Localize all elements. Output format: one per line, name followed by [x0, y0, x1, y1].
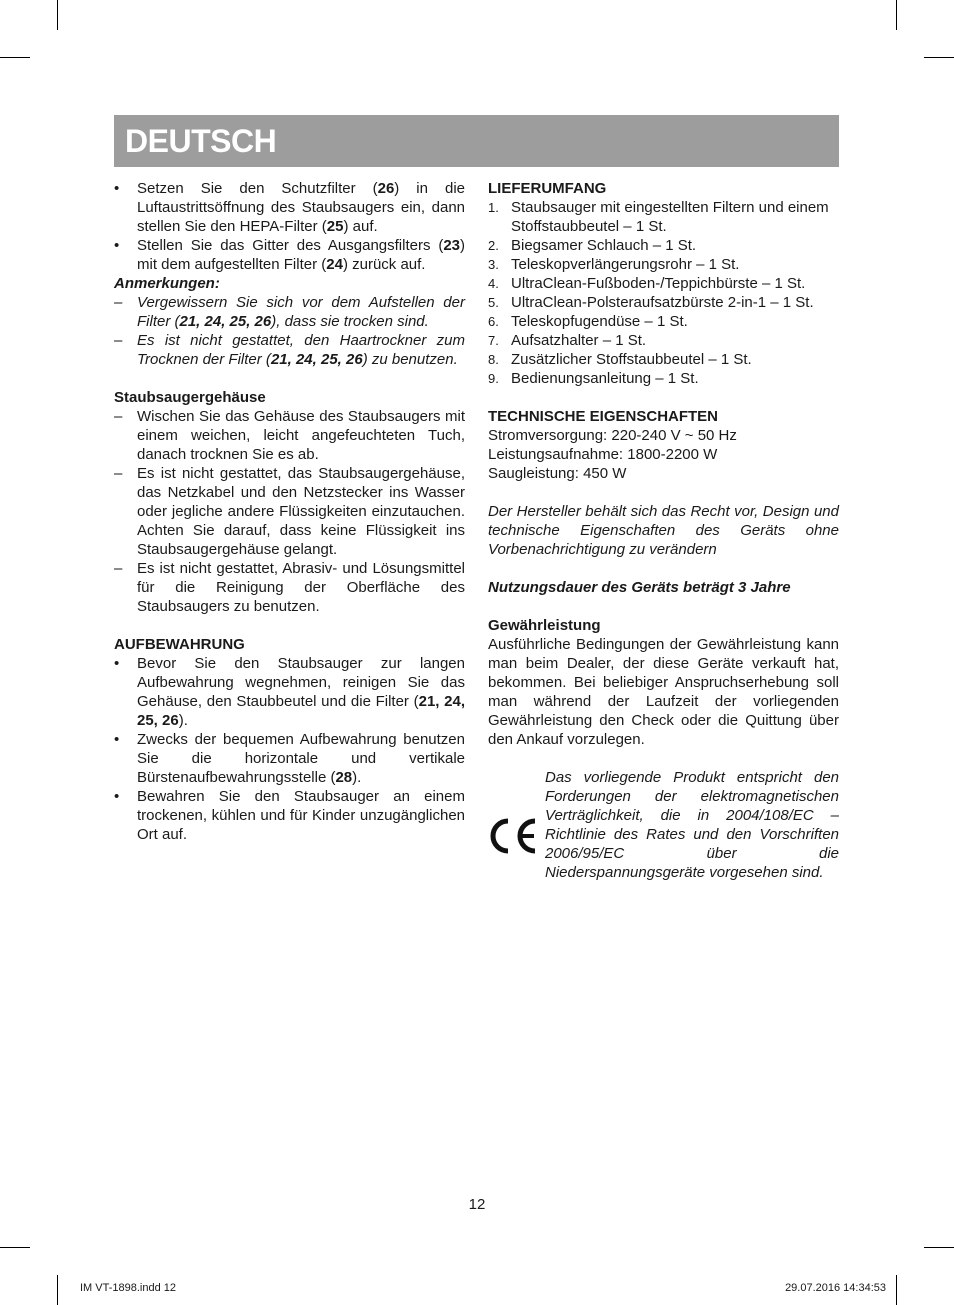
list-item: • Stellen Sie das Gitter des Ausgangsfilters (23) mit dem aufgestellten Filter (24) zurück auf. — [114, 237, 465, 273]
crop-mark — [0, 57, 30, 58]
language-banner — [114, 115, 839, 167]
crop-mark — [896, 0, 897, 30]
lifetime-note: Nutzungsdauer des Geräts beträgt 3 Jahre — [488, 579, 791, 596]
notes-heading: Anmerkungen: — [114, 275, 220, 292]
crop-mark — [0, 1247, 30, 1248]
list-item: 9. Bedienungsanleitung – 1 St. — [488, 370, 699, 387]
intro-bullet-list — [114, 179, 465, 274]
delivery-list — [488, 198, 839, 388]
page-title: DEUTSCH — [125, 123, 277, 159]
list-item: – Vergewissern Sie sich vor dem Aufstellen der Filter (21, 24, 25, 26), dass sie trocken sind. — [114, 294, 465, 330]
storage-list — [114, 654, 465, 844]
tech-spec-line: Saugleistung: 450 W — [488, 465, 627, 482]
list-item: 8. Zusätzlicher Stoffstaubbeutel – 1 St. — [488, 351, 752, 368]
list-item: 2. Biegsamer Schlauch – 1 St. — [488, 237, 697, 254]
list-item: – Es ist nicht gestattet, den Haartrockner zum Trocknen der Filter (21, 24, 25, 26) zu benutzen. — [114, 332, 465, 368]
list-item: 5. UltraClean-Polsteraufsatzbürste 2-in-1 – 1 St. — [488, 294, 814, 311]
list-item: • Bewahren Sie den Staubsauger an einem trockenen, kühlen und für Kinder unzugänglichen Ort auf. — [114, 788, 465, 843]
tech-spec-line: Leistungsaufnahme: 1800-2200 W — [488, 446, 718, 463]
list-item: 3. Teleskopverlängerungsrohr – 1 St. — [488, 256, 740, 273]
manufacturer-note: Der Hersteller behält sich das Recht vor, Design und technische Eigenschaften des Geräts ohne Vorbenachrichtigung zu verändern — [488, 503, 839, 558]
page-number: 12 — [468, 1196, 486, 1213]
housing-list — [114, 407, 465, 616]
storage-heading: AUFBEWAHRUNG — [114, 636, 245, 653]
warranty-text: Ausführliche Bedingungen der Gewährleistung kann man beim Dealer, der diese Geräte verkauft hat, bekommen. Bei beliebiger Anspruchserhebung soll man während der Laufzeit der vorliegenden Gewährleistung den Check oder die Quittung über den Ankauf vorzulegen. — [488, 636, 839, 748]
notes-list — [114, 293, 465, 369]
ce-section — [488, 768, 839, 882]
list-item: – Es ist nicht gestattet, Abrasiv- und Lösungsmittel für die Reinigung der Oberfläche des Staubsaugers zu benutzen. — [114, 560, 465, 615]
delivery-heading: LIEFERUMFANG — [488, 180, 607, 197]
list-item: – Wischen Sie das Gehäuse des Staubsaugers mit einem weichen, leicht angefeuchteten Tuch, danach trocknen Sie es ab. — [114, 408, 465, 463]
crop-mark — [57, 0, 58, 30]
tech-heading: TECHNISCHE EIGENSCHAFTEN — [488, 408, 719, 425]
tech-specs — [488, 426, 839, 483]
list-item: – Es ist nicht gestattet, das Staubsaugergehäuse, das Netzkabel und den Netzstecker ins Wasser oder jegliche andere Flüssigkeiten einzutauchen. Achten Sie darauf, dass keine Flüssigkeit ins Staubsaugergehäuse gelangt. — [114, 465, 465, 558]
tech-spec-line: Stromversorgung: 220-240 V ~ 50 Hz — [488, 427, 737, 444]
crop-mark — [57, 1275, 58, 1305]
left-column — [114, 179, 465, 844]
list-item: 1. Staubsauger mit eingestellten Filtern und einem Stoffstaubbeutel – 1 St. — [488, 199, 829, 235]
footer-timestamp: 29.07.2016 14:34:53 — [785, 1282, 886, 1294]
crop-mark — [924, 57, 954, 58]
crop-mark — [924, 1247, 954, 1248]
list-item: • Zwecks der bequemen Aufbewahrung benutzen Sie die horizontale und vertikale Bürstenaufbewahrungsstelle (28). — [114, 731, 465, 786]
list-item: 6. Teleskopfugendüse – 1 St. — [488, 313, 688, 330]
list-item: 7. Aufsatzhalter – 1 St. — [488, 332, 647, 349]
housing-heading: Staubsaugergehäuse — [114, 389, 266, 406]
ce-conformity-text: Das vorliegende Produkt entspricht den Forderungen der elektromagnetischen Verträglichkeit, die in 2004/108/EC – Richtlinie des Rates und den Vorschriften 2006/95/EC über die Niederspannungsgeräte vorgesehen sind. — [545, 769, 839, 881]
list-item: • Setzen Sie den Schutzfilter (26) in die Luftaustrittsöffnung des Staubsaugers ein, dann stellen Sie den HEPA-Filter (25) auf. — [114, 180, 465, 235]
right-column — [488, 179, 839, 882]
list-item: 4. UltraClean-Fußboden-/Teppichbürste – 1 St. — [488, 275, 806, 292]
crop-mark — [896, 1275, 897, 1305]
list-item: • Bevor Sie den Staubsauger zur langen Aufbewahrung wegnehmen, reinigen Sie das Gehäuse, den Staubbeutel und die Filter (21, 24, 25, 26). — [114, 655, 465, 729]
warranty-heading: Gewährleistung — [488, 617, 601, 634]
footer-file: IM VT-1898.indd 12 — [80, 1282, 177, 1294]
ce-mark-icon — [488, 816, 540, 856]
